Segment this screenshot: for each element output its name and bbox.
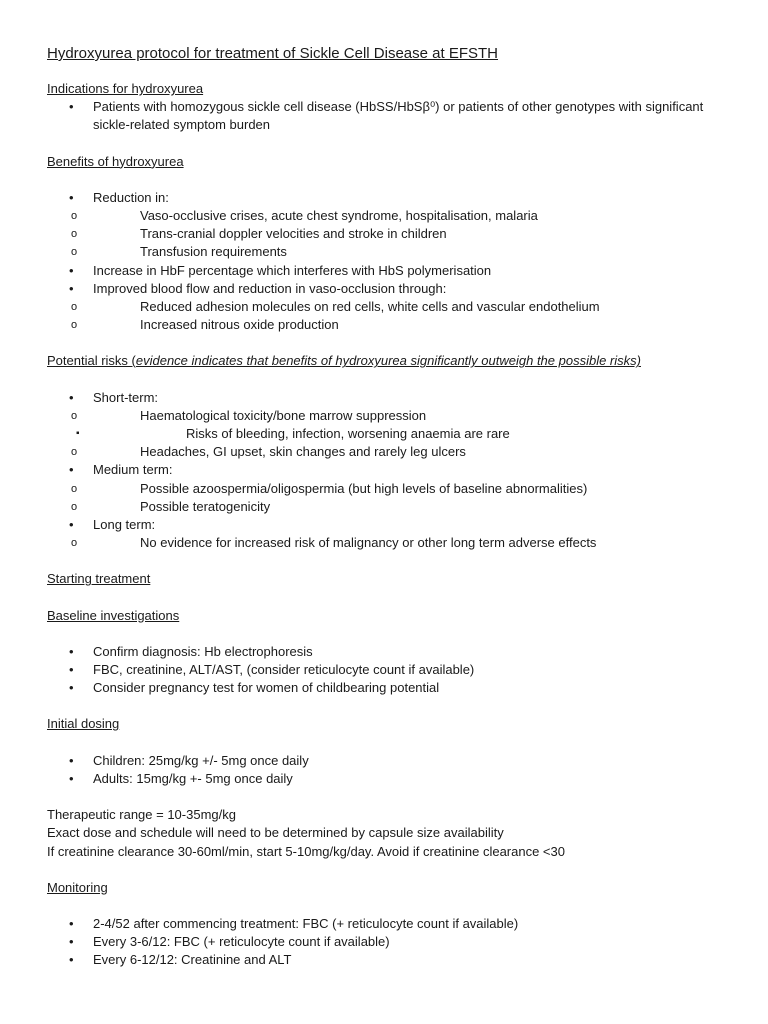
list-item: [47, 461, 728, 516]
monitoring-heading: Monitoring: [47, 879, 108, 895]
dose-schedule-note: Exact dose and schedule will need to be determined by capsule size availability: [47, 825, 504, 841]
benefits-list: [47, 189, 728, 335]
reduction-sublist: [47, 207, 728, 262]
reduction-label: Reduction in:: [93, 189, 169, 205]
risks-heading: [47, 352, 728, 370]
list-item: • Adults: 15mg/kg +- 5mg once daily: [47, 770, 728, 788]
list-item: [47, 280, 728, 335]
list-item: o Reduced adhesion molecules on red cells, white cells and vascular endothelium: [47, 298, 728, 316]
list-item: • FBC, creatinine, ALT/AST, (consider reticulocyte count if available): [47, 661, 728, 679]
dosing-list: [47, 752, 728, 788]
list-item: [47, 516, 728, 552]
list-item: o Possible azoospermia/oligospermia (but high levels of baseline abnormalities): [47, 480, 728, 498]
list-item: • 2-4/52 after commencing treatment: FBC (+ reticulocyte count if available): [47, 915, 728, 933]
indications-list: [47, 98, 728, 134]
monitoring-list: [47, 915, 728, 970]
list-item: o Possible teratogenicity: [47, 498, 728, 516]
long-term-sublist: [47, 534, 728, 552]
medium-term-sublist: [47, 480, 728, 516]
list-item: o Transfusion requirements: [47, 243, 728, 261]
list-item: [47, 389, 728, 462]
baseline-heading: Baseline investigations: [47, 607, 180, 623]
list-item: [47, 407, 728, 443]
benefits-heading: Benefits of hydroxyurea: [47, 153, 184, 169]
list-item: • Children: 25mg/kg +/- 5mg once daily: [47, 752, 728, 770]
list-item: o Headaches, GI upset, skin changes and rarely leg ulcers: [47, 443, 728, 461]
risks-list: [47, 389, 728, 553]
list-item: • Increase in HbF percentage which interferes with HbS polymerisation: [47, 262, 728, 280]
blood-flow-label: Improved blood flow and reduction in vaso-occlusion through:: [93, 280, 447, 296]
list-item: o No evidence for increased risk of malignancy or other long term adverse effects: [47, 534, 728, 552]
list-item: • Patients with homozygous sickle cell disease (HbSS/HbSβ⁰) or patients of other genotypes with significant sickle-related symptom burden: [47, 98, 728, 134]
creatinine-note: If creatinine clearance 30-60ml/min, start 5-10mg/kg/day. Avoid if creatinine clearance <30: [47, 843, 565, 859]
list-item: ▪ Risks of bleeding, infection, worsening anaemia are rare: [47, 425, 728, 443]
indications-heading: Indications for hydroxyurea: [47, 81, 204, 96]
list-item: • Consider pregnancy test for women of childbearing potential: [47, 679, 728, 697]
therapeutic-range: Therapeutic range = 10-35mg/kg: [47, 807, 236, 823]
list-item: [47, 189, 728, 262]
list-item: o Vaso-occlusive crises, acute chest syndrome, hospitalisation, malaria: [47, 207, 728, 225]
tox-sublist: [47, 425, 728, 443]
list-item: o Trans-cranial doppler velocities and stroke in children: [47, 225, 728, 243]
long-term-label: Long term:: [93, 517, 156, 533]
list-item: • Confirm diagnosis: Hb electrophoresis: [47, 643, 728, 661]
starting-heading: Starting treatment: [47, 571, 151, 587]
risks-heading-prefix: Potential risks (: [47, 353, 136, 369]
list-item: • Every 6-12/12: Creatinine and ALT: [47, 951, 728, 969]
short-term-label: Short-term:: [93, 389, 159, 405]
document-title: Hydroxyurea protocol for treatment of Sickle Cell Disease at EFSTH: [47, 45, 499, 62]
blood-flow-sublist: [47, 298, 728, 334]
risks-heading-italic: evidence indicates that benefits of hydroxyurea significantly outweigh the possible risks): [135, 353, 641, 369]
medium-term-label: Medium term:: [93, 462, 173, 478]
list-item: • Every 3-6/12: FBC (+ reticulocyte count if available): [47, 933, 728, 951]
short-term-sublist: [47, 407, 728, 462]
tox-label: Haematological toxicity/bone marrow suppression: [140, 407, 427, 423]
baseline-list: [47, 643, 728, 698]
list-item: o Increased nitrous oxide production: [47, 316, 728, 334]
dosing-heading: Initial dosing: [47, 716, 120, 732]
